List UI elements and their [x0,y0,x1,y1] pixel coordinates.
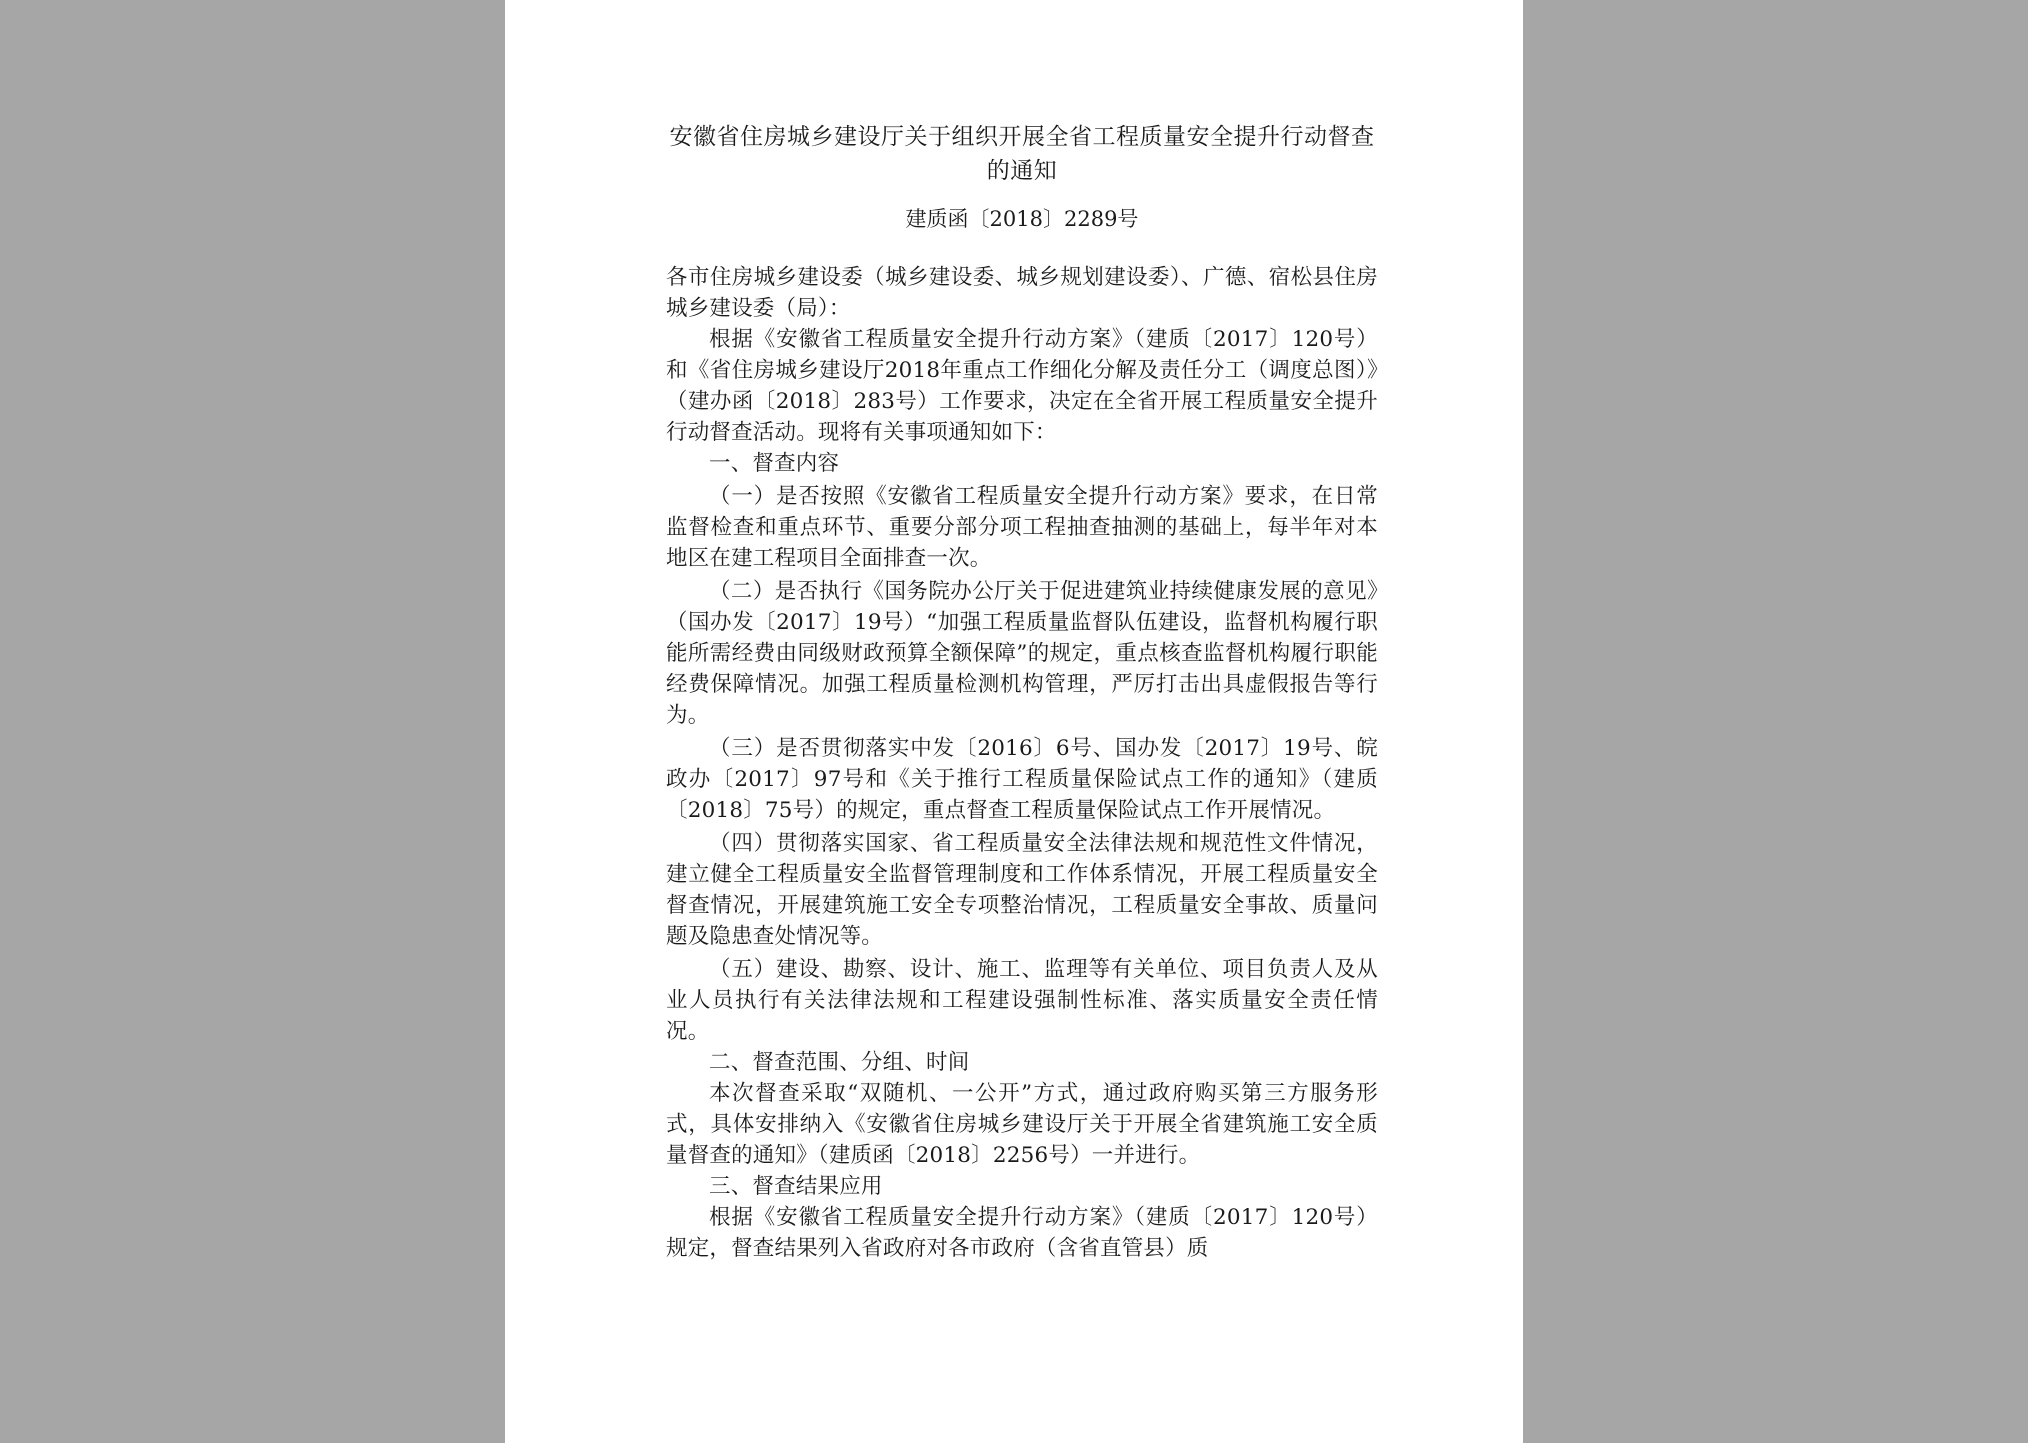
section-heading-3: 三、督查结果应用 [709,1174,883,1199]
item-paragraph-3: （三）是否贯彻落实中发〔2016〕6号、国办发〔2017〕19号、皖政办〔2017〕97号和《关于推行工程质量保险试点工作的通知》（建质〔2018〕75号）的规定，重点督查工程质量保险试点工作开展情况。 [666,736,1378,823]
intro-paragraph: 根据《安徽省工程质量安全提升行动方案》（建质〔2017〕120号）和《省住房城乡建设厅2018年重点工作细化分解及责任分工（调度总图）》（建办函〔2018〕283号）工作要求，决定在全省开展工程质量安全提升行动督查活动。现将有关事项通知如下： [666,327,1378,445]
document-number: 建质函〔2018〕2289号 [905,207,1139,231]
addressee-paragraph: 各市住房城乡建设委（城乡建设委、城乡规划建设委）、广德、宿松县住房城乡建设委（局）： [666,265,1378,321]
section-heading-2: 二、督查范围、分组、时间 [709,1050,970,1075]
item-paragraph-2: （二）是否执行《国务院办公厅关于促进建筑业持续健康发展的意见》（国办发〔2017〕19号）“加强工程质量监督队伍建设，监督机构履行职能所需经费由同级财政预算全额保障”的规定，重点核查监督机构履行职能经费保障情况。加强工程质量检测机构管理，严厉打击出具虚假报告等行为。 [666,579,1378,728]
section-heading-1: 一、督查内容 [709,451,840,476]
section-2-paragraph: 本次督查采取“双随机、一公开”方式，通过政府购买第三方服务形式，具体安排纳入《安徽省住房城乡建设厅关于开展全省建筑施工安全质量督查的通知》（建质函〔2018〕2256号）一并进行。 [666,1081,1378,1168]
item-paragraph-4: （四）贯彻落实国家、省工程质量安全法律法规和规范性文件情况，建立健全工程质量安全监督管理制度和工作体系情况，开展工程质量安全督查情况，开展建筑施工安全专项整治情况，工程质量安全事故、质量问题及隐患查处情况等。 [666,831,1378,949]
document-page [505,0,1523,1443]
item-paragraph-5: （五）建设、勘察、设计、施工、监理等有关单位、项目负责人及从业人员执行有关法律法规和工程建设强制性标准、落实质量安全责任情况。 [666,957,1378,1044]
section-3-paragraph: 根据《安徽省工程质量安全提升行动方案》（建质〔2017〕120号）规定，督查结果列入省政府对各市政府（含省直管县）质 [666,1205,1378,1261]
item-paragraph-1: （一）是否按照《安徽省工程质量安全提升行动方案》要求，在日常监督检查和重点环节、重要分部分项工程抽查抽测的基础上，每半年对本地区在建工程项目全面排查一次。 [666,484,1378,571]
document-title: 安徽省住房城乡建设厅关于组织开展全省工程质量安全提升行动督查的通知 [669,124,1375,184]
